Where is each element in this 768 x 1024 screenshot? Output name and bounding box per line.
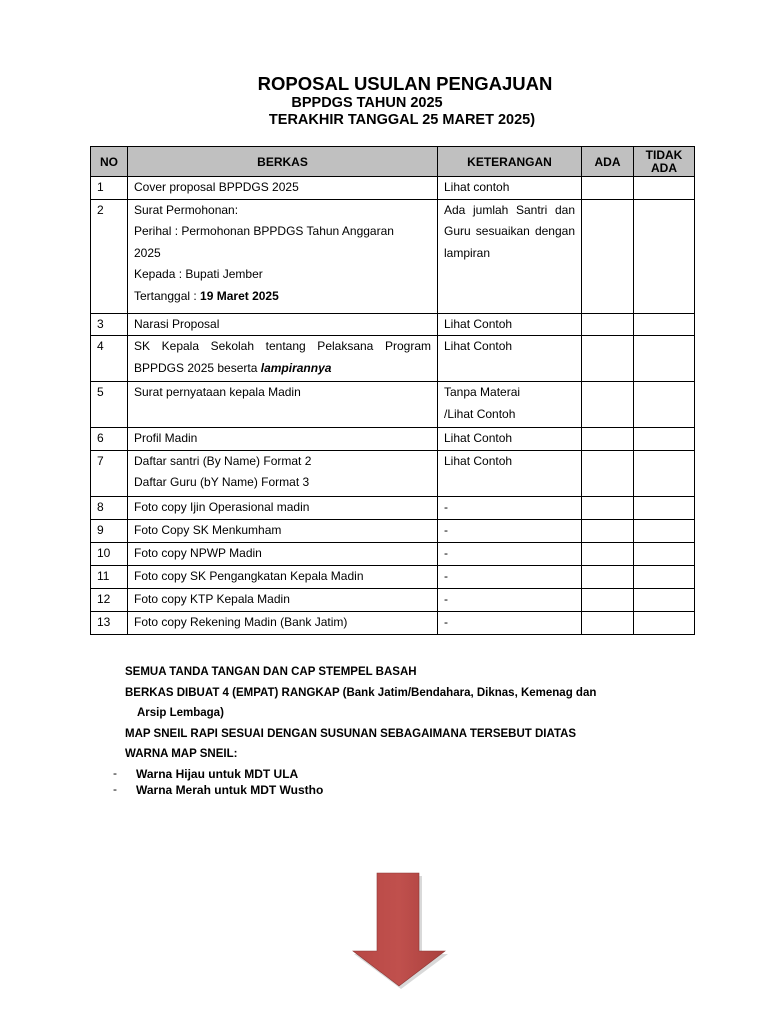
header-tidak-ada-line2: ADA (651, 160, 677, 175)
table-row (91, 199, 695, 313)
row-no: 10 (91, 542, 128, 565)
tertanggal-label: Tertanggal : (134, 288, 201, 303)
row-no: 5 (91, 382, 128, 428)
berkas-line: Kepada : Bupati Jember (134, 267, 263, 281)
row-ada-cell[interactable] (582, 177, 634, 200)
row-berkas: Foto copy NPWP Madin (128, 542, 438, 565)
berkas-line: Daftar Guru (bY Name) Format 3 (134, 475, 310, 489)
folder-color-list (113, 767, 323, 798)
row-tidak-ada-cell[interactable] (634, 382, 695, 428)
table-row (91, 542, 695, 565)
row-berkas: Foto copy KTP Kepala Madin (128, 588, 438, 611)
row-tidak-ada-cell[interactable] (634, 611, 695, 634)
down-arrow-icon (352, 872, 448, 990)
table-row (91, 313, 695, 336)
row-berkas (128, 336, 438, 382)
row-no: 4 (91, 336, 128, 382)
row-keterangan: Lihat contoh (438, 177, 582, 200)
row-ada-cell[interactable] (582, 428, 634, 451)
note-folder-color-heading: WARNA MAP SNEIL: (125, 748, 238, 760)
row-ada-cell[interactable] (582, 611, 634, 634)
row-no: 6 (91, 428, 128, 451)
row-no: 2 (91, 199, 128, 313)
berkas-line: Surat Permohonan: (134, 202, 239, 217)
berkas-line: Perihal : Permohonan BPPDGS Tahun Anggaran (134, 224, 394, 238)
row-berkas: Narasi Proposal (128, 313, 438, 336)
header-ada: ADA (582, 147, 634, 177)
arrow-body (353, 873, 445, 986)
row-ada-cell[interactable] (582, 542, 634, 565)
row-ada-cell[interactable] (582, 313, 634, 336)
row-tidak-ada-cell[interactable] (634, 565, 695, 588)
header-tidak-ada-line1: TIDAK (645, 147, 683, 162)
row-keterangan: Lihat Contoh (438, 428, 582, 451)
row-keterangan: - (438, 496, 582, 519)
row-keterangan: - (438, 542, 582, 565)
note-copies: BERKAS DIBUAT 4 (EMPAT) RANGKAP (Bank Jatim/Bendahara, Diknas, Kemenag dan (125, 686, 597, 699)
row-no: 13 (91, 611, 128, 634)
row-ada-cell[interactable] (582, 199, 634, 313)
row-no: 11 (91, 565, 128, 588)
header-keterangan: KETERANGAN (438, 147, 582, 177)
row-keterangan: Lihat Contoh (438, 450, 582, 496)
row-keterangan: - (438, 611, 582, 634)
list-item-text: Warna Merah untuk MDT Wustho (136, 782, 324, 797)
row-tidak-ada-cell[interactable] (634, 496, 695, 519)
row-tidak-ada-cell[interactable] (634, 199, 695, 313)
table-row (91, 565, 695, 588)
table-row (91, 496, 695, 519)
list-item (113, 783, 323, 799)
row-no: 1 (91, 177, 128, 200)
row-keterangan: - (438, 565, 582, 588)
berkas-table (90, 146, 695, 635)
table-row (91, 450, 695, 496)
berkas-text: SK Kepala Sekolah tentang Pelaksana Program BPPDGS 2025 beserta (134, 339, 431, 375)
row-keterangan: Lihat Contoh (438, 313, 582, 336)
row-berkas: Surat pernyataan kepala Madin (128, 382, 438, 428)
table-row (91, 519, 695, 542)
note-copies-continued: Arsip Lembaga) (137, 707, 224, 719)
berkas-line: Daftar santri (By Name) Format 2 (134, 453, 312, 468)
row-ada-cell[interactable] (582, 450, 634, 496)
table-row (91, 428, 695, 451)
list-dash: - (113, 781, 117, 796)
list-item (113, 767, 323, 783)
row-berkas: Foto copy Rekening Madin (Bank Jatim) (128, 611, 438, 634)
row-no: 9 (91, 519, 128, 542)
row-ada-cell[interactable] (582, 382, 634, 428)
row-tidak-ada-cell[interactable] (634, 428, 695, 451)
row-ada-cell[interactable] (582, 588, 634, 611)
list-dash: - (113, 766, 117, 780)
row-keterangan: Lihat Contoh (438, 336, 582, 382)
keterangan-line: Tanpa Materai (444, 385, 521, 399)
row-no: 12 (91, 588, 128, 611)
row-ada-cell[interactable] (582, 565, 634, 588)
row-berkas (128, 450, 438, 496)
table-row (91, 588, 695, 611)
row-no: 8 (91, 496, 128, 519)
document-deadline: TERAKHIR TANGGAL 25 MARET 2025) (268, 112, 536, 128)
row-berkas: Profil Madin (128, 428, 438, 451)
note-signatures: SEMUA TANDA TANGAN DAN CAP STEMPEL BASAH (125, 666, 417, 678)
row-ada-cell[interactable] (582, 496, 634, 519)
row-berkas: Foto copy Ijin Operasional madin (128, 496, 438, 519)
row-berkas: Foto Copy SK Menkumham (128, 519, 438, 542)
row-no: 3 (91, 313, 128, 336)
row-berkas: Cover proposal BPPDGS 2025 (128, 177, 438, 200)
row-ada-cell[interactable] (582, 336, 634, 382)
header-tidak-ada (634, 147, 695, 177)
row-berkas: Foto copy SK Pengangkatan Kepala Madin (128, 565, 438, 588)
document-subtitle: BPPDGS TAHUN 2025 (291, 95, 443, 111)
list-item-text: Warna Hijau untuk MDT ULA (136, 767, 299, 781)
row-keterangan: - (438, 519, 582, 542)
row-no: 7 (91, 450, 128, 496)
table-row (91, 382, 695, 428)
header-berkas: BERKAS (128, 147, 438, 177)
row-keterangan: - (438, 588, 582, 611)
header-no: NO (91, 147, 128, 177)
row-berkas (128, 199, 438, 313)
row-tidak-ada-cell[interactable] (634, 177, 695, 200)
row-tidak-ada-cell[interactable] (634, 519, 695, 542)
notes-block (125, 662, 596, 765)
row-tidak-ada-cell[interactable] (634, 450, 695, 496)
berkas-lampiran: lampirannya (260, 360, 332, 375)
keterangan-line: /Lihat Contoh (444, 406, 516, 421)
row-keterangan: Ada jumlah Santri dan Guru sesuaikan dengan lampiran (438, 199, 582, 313)
table-row (91, 336, 695, 382)
table-row (91, 611, 695, 634)
row-tidak-ada-cell[interactable] (634, 336, 695, 382)
table-header-row (91, 147, 695, 177)
table-row (91, 177, 695, 200)
row-keterangan (438, 382, 582, 428)
row-tidak-ada-cell[interactable] (634, 588, 695, 611)
document-title: ROPOSAL USULAN PENGAJUAN (257, 73, 553, 94)
row-tidak-ada-cell[interactable] (634, 542, 695, 565)
berkas-line (134, 286, 431, 308)
row-tidak-ada-cell[interactable] (634, 313, 695, 336)
berkas-line: 2025 (134, 245, 161, 260)
row-ada-cell[interactable] (582, 519, 634, 542)
tertanggal-date: 19 Maret 2025 (200, 288, 279, 303)
note-folder-order: MAP SNEIL RAPI SESUAI DENGAN SUSUNAN SEBAGAIMANA TERSEBUT DIATAS (125, 727, 577, 740)
